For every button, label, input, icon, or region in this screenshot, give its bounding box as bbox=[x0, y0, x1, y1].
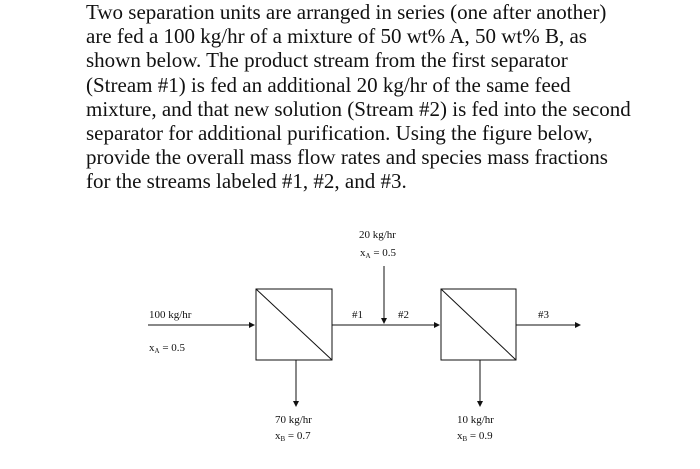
feed-fraction-label: xA = 0.5 bbox=[149, 342, 186, 355]
problem-line: provide the overall mass flow rates and species mass fractions bbox=[86, 145, 608, 170]
bottom-1-flow-label: 70 kg/hr bbox=[275, 414, 312, 426]
separator-2 bbox=[441, 289, 516, 360]
bottom-1-fraction-label: xB = 0.7 bbox=[275, 430, 311, 443]
extra-feed-flow-label: 20 kg/hr bbox=[359, 229, 396, 241]
problem-line: (Stream #1) is fed an additional 20 kg/hr of the same feed bbox=[86, 72, 571, 97]
stream-2-label: #2 bbox=[398, 309, 409, 321]
extra-feed-fraction-label: xA = 0.5 bbox=[360, 247, 397, 260]
stream-3-label: #3 bbox=[538, 309, 549, 321]
problem-line: for the streams labeled #1, #2, and #3. bbox=[86, 169, 407, 194]
bottom-2-fraction-label: xB = 0.9 bbox=[457, 430, 493, 443]
feed-flow-label: 100 kg/hr bbox=[149, 309, 192, 321]
bottom-2-flow-label: 10 kg/hr bbox=[457, 414, 494, 426]
separator-1 bbox=[256, 289, 332, 360]
problem-line: mixture, and that new solution (Stream #2) is fed into the second bbox=[86, 96, 631, 121]
stream-1-label: #1 bbox=[352, 309, 363, 321]
problem-line: Two separation units are arranged in series (one after another) bbox=[86, 0, 607, 24]
problem-line: are fed a 100 kg/hr of a mixture of 50 wt% A, 50 wt% B, as bbox=[86, 24, 587, 49]
problem-line: separator for additional purification. Using the figure below, bbox=[86, 121, 593, 146]
problem-line: shown below. The product stream from the first separator bbox=[86, 48, 568, 73]
